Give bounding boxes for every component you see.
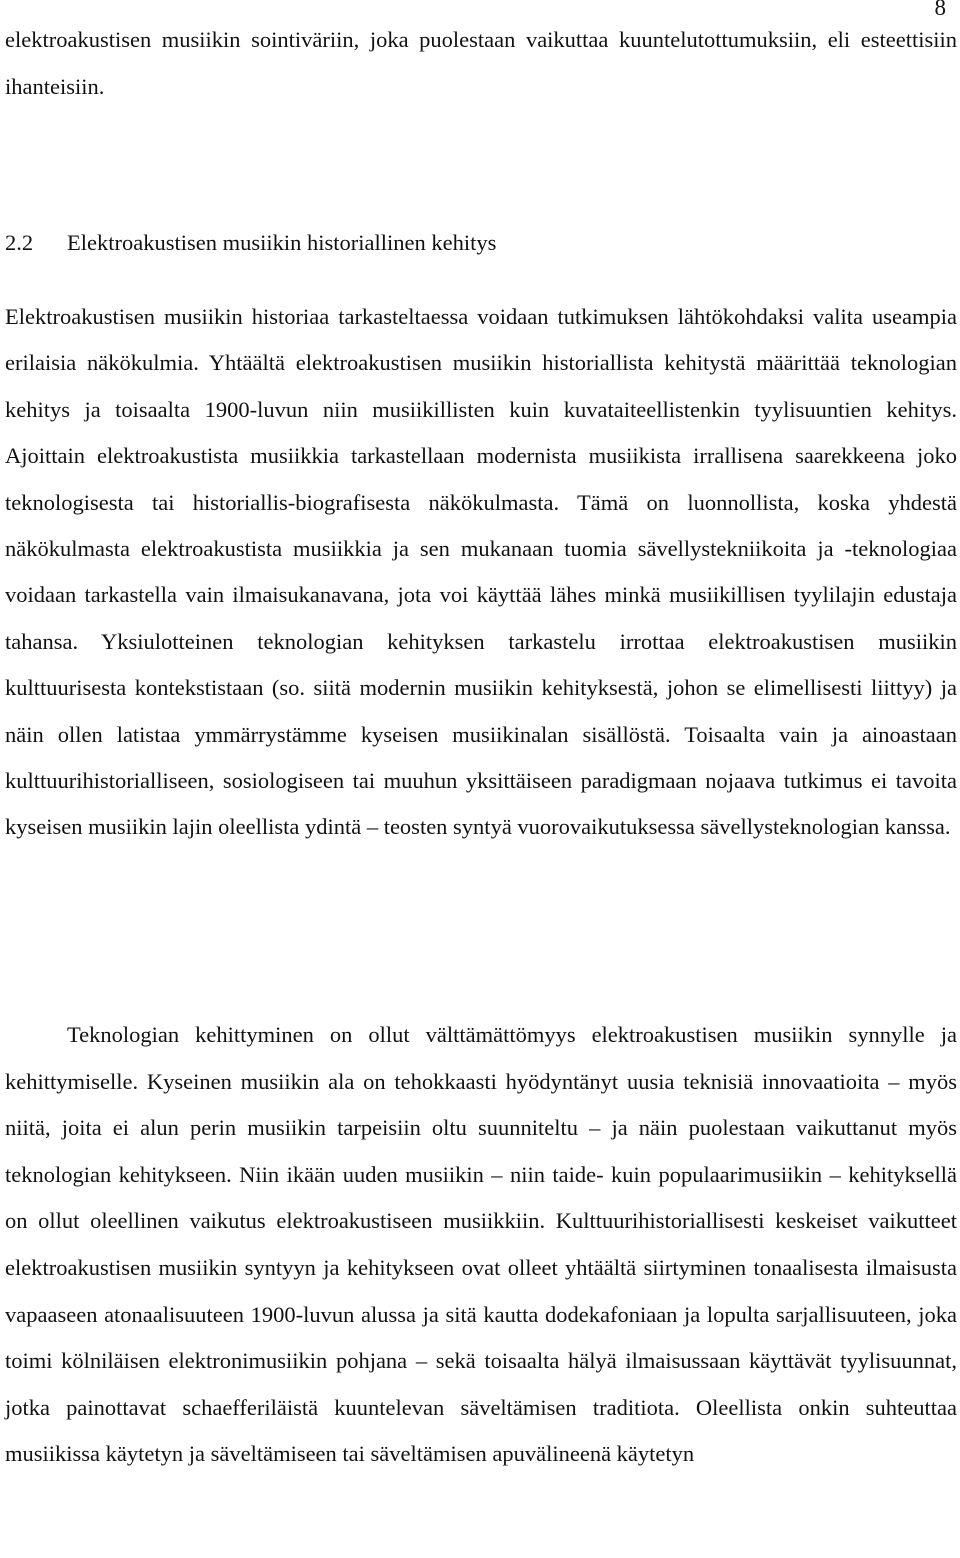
paragraph-text: Elektroakustisen musiikin historiaa tarkasteltaessa voidaan tutkimuksen lähtökohdaksi valita useampia erilaisia näkökulmia. Yhtäältä elektroakustisen musiikin historiallista kehitystä määrittää teknologian kehitys ja toisaalta 1900-luvun niin musiikillisten kuin kuvataiteellistenkin tyylisuuntien kehitys. Ajoittain elektroakustista musiikkia tarkastellaan modernista musiikista irrallisena saarekkeena joko teknologisesta tai historiallis-biografisesta näkökulmasta. Tämä on luonnollista, koska yhdestä näkökulmasta elektroakustista musiikkia ja sen mukanaan tuomia sävellystekniikoita ja -teknologiaa voidaan tarkastella vain ilmaisukanavana, jota voi käyttää lähes minkä musiikillisen tyylilajin edustaja tahansa. Yksiulotteinen teknologian kehityksen tarkastelu irrottaa elektroakustisen musiikin kulttuurisesta kontekstistaan (so. siitä modernin musiikin kehityksestä, johon se elimellisesti liittyy) ja näin ollen latistaa ymmärrystämme kyseisen musiikinalan sisällöstä. Toisaalta vain ja ainoastaan kulttuurihistorialliseen, sosiologiseen tai muuhun yksittäiseen paradigmaan nojaava tutkimus ei tavoita kyseisen musiikin lajin oleellista ydintä – teosten syntyä vuorovaikutuksessa sävellysteknologian kanssa. <box>5 304 957 840</box>
page-number: 8 <box>934 0 946 20</box>
section-number: 2.2 <box>5 230 34 255</box>
section-title: Elektroakustisen musiikin historiallinen kehitys <box>67 230 497 255</box>
intro-text: elektroakustisen musiikin sointiväriin, joka puolestaan vaikuttaa kuuntelutottumuksiin, eli esteettisiin ihanteisiin. <box>5 27 957 99</box>
section-heading <box>5 228 496 258</box>
body-paragraph-1 <box>5 294 957 851</box>
intro-paragraph <box>5 17 957 110</box>
body-paragraph-2 <box>5 1012 957 1478</box>
paragraph-text: Teknologian kehittyminen on ollut välttämättömyys elektroakustisen musiikin synnylle ja kehittymiselle. Kyseinen musiikin ala on tehokkaasti hyödyntänyt uusia teknisiä innovaatioita – myös niitä, joita ei alun perin musiikin tarpeisiin oltu suunniteltu – ja näin puolestaan vaikuttanut myös teknologian kehitykseen. Niin ikään uuden musiikin – niin taide- kuin populaarimusiikin – kehityksellä on ollut oleellinen vaikutus elektroakustiseen musiikkiin. Kulttuurihistoriallisesti keskeiset vaikutteet elektroakustisen musiikin syntyyn ja kehitykseen ovat olleet yhtäältä siirtyminen tonaalisesta ilmaisusta vapaaseen atonaalisuuteen 1900-luvun alussa ja sitä kautta dodekafoniaan ja lopulta sarjallisuuteen, joka toimi kölniläisen elektronimusiikin pohjana – sekä toisaalta hälyä ilmaisussaan käyttävät tyylisuunnat, jotka painottavat schaefferiläistä kuuntelevan säveltämisen traditiota. Oleellista onkin suhteuttaa musiikissa käytetyn ja säveltämiseen tai säveltämisen apuvälineenä käytetyn <box>5 1022 957 1467</box>
